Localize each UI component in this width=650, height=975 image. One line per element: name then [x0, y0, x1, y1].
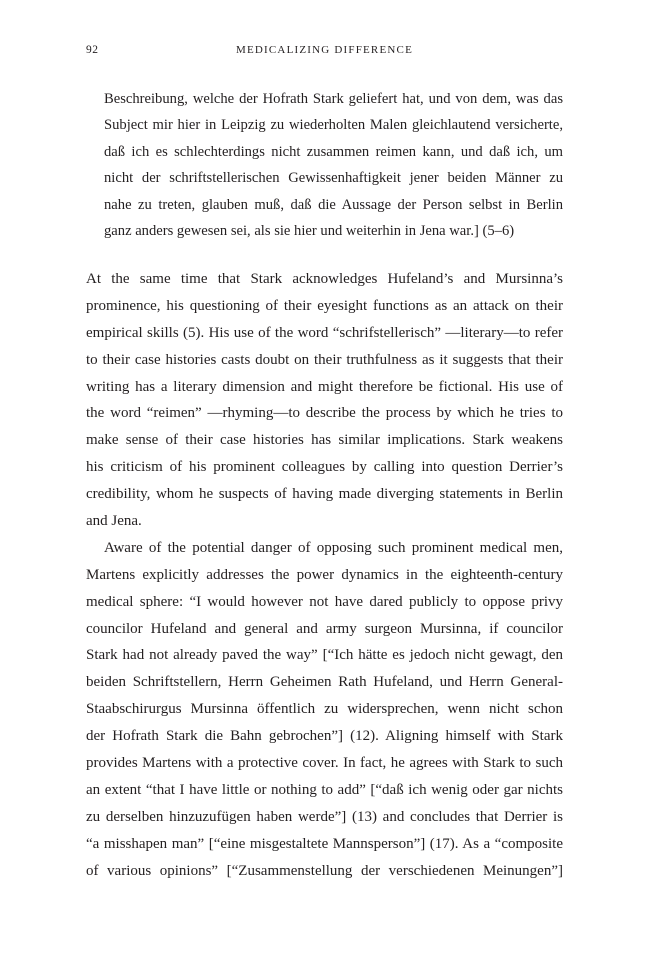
- quote-line: Subject mir hier in Leipzig zu wiederholten Malen gleichlautend versicherte,: [104, 117, 563, 134]
- running-head: [86, 44, 563, 60]
- text-line: Staabschirurgus Mursinna öffentlich zu widersprechen, wenn nicht schon: [86, 701, 563, 718]
- text-line: councilor Hufeland and general and army surgeon Mursinna, if councilor: [86, 620, 563, 637]
- text-line: der Hofrath Stark die Bahn gebrochen”] (12). Aligning himself with Stark: [86, 728, 563, 745]
- text-line: At the same time that Stark acknowledges Hufeland’s and Mursinna’s: [86, 271, 563, 287]
- quote-line: daß ich es schlechterdings nicht zusammen reimen kann, und daß ich, um: [104, 143, 563, 160]
- text-line: zu derselben hinzuzufügen haben werde”] (13) and concludes that Derrier is: [86, 808, 563, 825]
- text-line: medical sphere: “I would however not have dared publicly to oppose privy: [86, 593, 563, 610]
- text-line: his criticism of his prominent colleagues by calling into question Derrier’s: [86, 459, 563, 476]
- text-line: to their case histories casts doubt on their truthfulness as it suggests that their: [86, 351, 563, 368]
- text-line: writing has a literary dimension and might therefore be fictional. His use of: [86, 378, 563, 395]
- text-line: Martens explicitly addresses the power dynamics in the eighteenth-century: [86, 566, 563, 583]
- paragraph-1: [86, 266, 563, 535]
- quote-line: nahe zu treten, glauben muß, daß die Aussage der Person selbst in Berlin: [104, 196, 563, 213]
- text-line: provides Martens with a protective cover. In fact, he agrees with Stark to such: [86, 755, 563, 772]
- text-line: prominence, his questioning of their eyesight functions as an attack on their: [86, 297, 563, 314]
- text-line: the word “reimen” —rhyming—to describe the process by which he tries to: [86, 405, 563, 422]
- quote-line: Beschreibung, welche der Hofrath Stark geliefert hat, und von dem, was das: [104, 91, 563, 107]
- text-line: beiden Schriftstellern, Herrn Geheimen Rath Hufeland, und Herrn General-: [86, 674, 563, 691]
- text-line: make sense of their case histories has similar implications. Stark weakens: [86, 432, 563, 449]
- quote-line: ganz anders gewesen sei, als sie hier und weiterhin in Jena war.] (5–6): [104, 222, 515, 239]
- text-line: Aware of the potential danger of opposing such prominent medical men,: [104, 539, 563, 556]
- quote-line: nicht der schriftstellerischen Gewissenhaftigkeit jener beiden Männer zu: [104, 170, 563, 187]
- text-line: credibility, whom he suspects of having made diverging statements in Berlin: [86, 486, 563, 503]
- page-number: 92: [86, 44, 99, 56]
- text-line: and Jena.: [86, 513, 142, 530]
- body-text: [86, 266, 563, 884]
- text-line: “a misshapen man” [“eine misgestaltete Mannsperson”] (17). As a “composite: [86, 835, 563, 852]
- block-quote: [104, 86, 563, 244]
- text-line: of various opinions” [“Zusammenstellung der verschiedenen Meinungen”]: [86, 862, 563, 879]
- running-title: MEDICALIZING DIFFERENCE: [235, 44, 413, 56]
- text-line: an extent “that I have little or nothing to add” [“daß ich wenig oder gar nichts: [86, 781, 563, 798]
- text-line: empirical skills (5). His use of the word “schrifstellerisch” —literary—to refer: [86, 324, 563, 341]
- text-line: Stark had not already paved the way” [“Ich hätte es jedoch nicht gewagt, den: [86, 647, 563, 664]
- paragraph-2: [86, 535, 563, 885]
